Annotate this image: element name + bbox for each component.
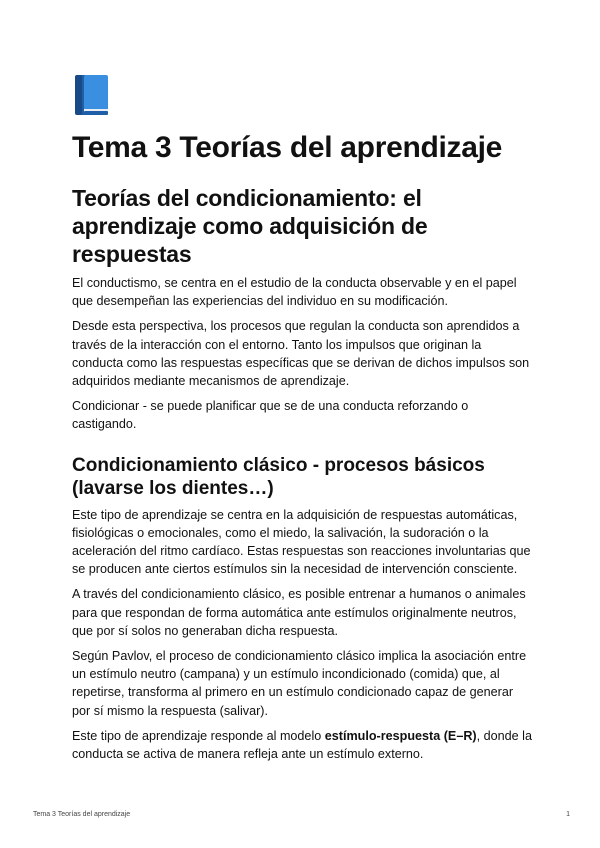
section-heading-condicionamiento: Teorías del condicionamiento: el aprendizaje como adquisición de respuestas (72, 185, 428, 267)
subsection-heading-clasico: Condicionamiento clásico - procesos básicos (lavarse los dientes…) (72, 454, 485, 499)
paragraph (72, 727, 534, 763)
text-span: Este tipo de aprendizaje responde al modelo (72, 728, 325, 743)
paragraph: El conductismo, se centra en el estudio de la conducta observable y en el papel que desempeñan las experiencias del individuo en su modificación. (72, 276, 517, 309)
blue-book-icon (72, 74, 112, 116)
paragraph: Según Pavlov, el proceso de condicionamiento clásico implica la asociación entre un estímulo neutro (campana) y un estímulo incondicionado (comida) que, al repetirse, transforma al primero en un estímulo condicionado capaz de generar por sí mismo la respuesta (salivar). (72, 649, 527, 718)
text-span: , donde la conducta se activa de manera refleja ante un estímulo externo. (72, 728, 532, 762)
paragraph: Condicionar - se puede planificar que se de una conducta reforzando o castigando. (72, 399, 469, 432)
document-page (72, 74, 534, 763)
paragraph: Este tipo de aprendizaje se centra en la adquisición de respuestas automáticas, fisiológicas o emocionales, como el miedo, la salivación, la sudoración o la aceleración del ritmo cardíaco. Estas respuestas son reacciones involuntarias que se producen ante ciertos estímulos sin la necesidad de intervención consciente. (72, 507, 531, 577)
bold-term: estímulo-respuesta (E–R) (324, 728, 477, 743)
footer-title: Tema 3 Teorías del aprendizaje (33, 811, 131, 818)
paragraph: A través del condicionamiento clásico, es posible entrenar a humanos o animales para que respondan de forma automática ante estímulos originalmente neutros, que por sí solos no generaban dicha respuesta. (72, 587, 526, 638)
paragraph: Desde esta perspectiva, los procesos que regulan la conducta son aprendidos a través de la interacción con el entorno. Tanto los impulsos que originan la conducta como las respuestas específicas que se derivan de dichos impulsos son adquiridos mediante mecanismos de aprendizaje. (72, 319, 530, 389)
page-footer (33, 811, 570, 818)
page-title: Tema 3 Teorías del aprendizaje (72, 131, 503, 164)
page-number: 1 (566, 811, 570, 818)
